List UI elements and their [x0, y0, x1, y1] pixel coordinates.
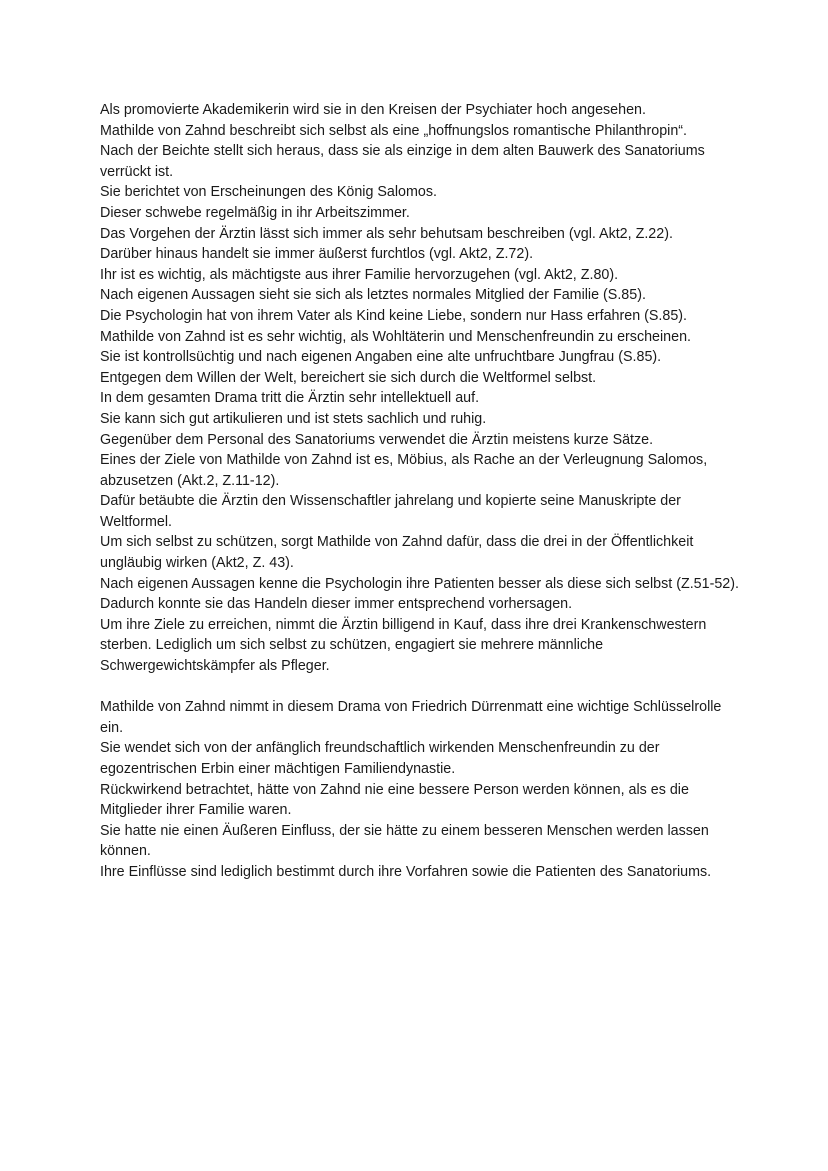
paragraph: Rückwirkend betrachtet, hätte von Zahnd nie eine bessere Person werden können, als es die Mitglieder ihrer Familie waren.: [100, 781, 689, 819]
paragraph: Sie kann sich gut artikulieren und ist stets sachlich und ruhig.: [100, 410, 487, 427]
paragraph: Um ihre Ziele zu erreichen, nimmt die Ärztin billigend in Kauf, dass ihre drei Krankenschwestern sterben. Lediglich um sich selbst zu schützen, engagiert sie mehrere männliche Schwergewichtskämpfer als Pfleger.: [100, 616, 707, 675]
paragraph-gap: [100, 677, 740, 698]
paragraph: Dafür betäubte die Ärztin den Wissenschaftler jahrelang und kopierte seine Manuskripte der Weltformel.: [100, 493, 681, 530]
paragraph: Entgegen dem Willen der Welt, bereichert sie sich durch die Weltformel selbst.: [100, 369, 597, 386]
paragraph: Nach eigenen Aussagen kenne die Psychologin ihre Patienten besser als diese sich selbst (Z.51-52).: [100, 575, 739, 592]
paragraph: Darüber hinaus handelt sie immer äußerst furchtlos (vgl. Akt2, Z.72).: [100, 246, 534, 263]
paragraph: Gegenüber dem Personal des Sanatoriums verwendet die Ärztin meistens kurze Sätze.: [100, 431, 654, 448]
paragraph: Eines der Ziele von Mathilde von Zahnd ist es, Möbius, als Rache an der Verleugnung Salomos, abzusetzen (Akt.2, Z.11-12).: [100, 452, 708, 489]
paragraph: Nach der Beichte stellt sich heraus, dass sie als einzige in dem alten Bauwerk des Sanatoriums verrückt ist.: [100, 143, 705, 180]
document-body: [100, 100, 740, 883]
paragraph: Als promovierte Akademikerin wird sie in den Kreisen der Psychiater hoch angesehen.: [100, 102, 646, 118]
paragraph: Mathilde von Zahnd ist es sehr wichtig, als Wohltäterin und Menschenfreundin zu erscheinen.: [100, 328, 691, 345]
paragraph: Das Vorgehen der Ärztin lässt sich immer als sehr behutsam beschreiben (vgl. Akt2, Z.22).: [100, 225, 673, 242]
paragraph: Um sich selbst zu schützen, sorgt Mathilde von Zahnd dafür, dass die drei in der Öffentlichkeit ungläubig wirken (Akt2, Z. 43).: [100, 534, 694, 572]
paragraph: In dem gesamten Drama tritt die Ärztin sehr intellektuell auf.: [100, 390, 480, 407]
paragraph: Sie ist kontrollsüchtig und nach eigenen Angaben eine alte unfruchtbare Jungfrau (S.85).: [100, 349, 662, 366]
paragraph: Ihr ist es wichtig, als mächtigste aus ihrer Familie hervorzugehen (vgl. Akt2, Z.80).: [100, 266, 619, 283]
paragraph: Sie hatte nie einen Äußeren Einfluss, der sie hätte zu einem besseren Menschen werden lassen können.: [100, 822, 709, 860]
paragraph: Sie wendet sich von der anfänglich freundschaftlich wirkenden Menschenfreundin zu der egozentrischen Erbin einer mächtigen Familiendynastie.: [100, 740, 660, 777]
paragraph: Ihre Einflüsse sind lediglich bestimmt durch ihre Vorfahren sowie die Patienten des Sanatoriums.: [100, 863, 712, 880]
paragraph: Die Psychologin hat von ihrem Vater als Kind keine Liebe, sondern nur Hass erfahren (S.85).: [100, 307, 688, 324]
paragraph: Sie berichtet von Erscheinungen des König Salomos.: [100, 184, 437, 201]
paragraph: Mathilde von Zahnd beschreibt sich selbst als eine „hoffnungslos romantische Philanthropin“.: [100, 122, 688, 139]
paragraph: Mathilde von Zahnd nimmt in diesem Drama von Friedrich Dürrenmatt eine wichtige Schlüsselrolle ein.: [100, 699, 722, 736]
paragraph: Dieser schwebe regelmäßig in ihr Arbeitszimmer.: [100, 204, 410, 221]
paragraph: Nach eigenen Aussagen sieht sie sich als letztes normales Mitglied der Familie (S.85).: [100, 287, 646, 304]
paragraph: Dadurch konnte sie das Handeln dieser immer entsprechend vorhersagen.: [100, 596, 573, 613]
